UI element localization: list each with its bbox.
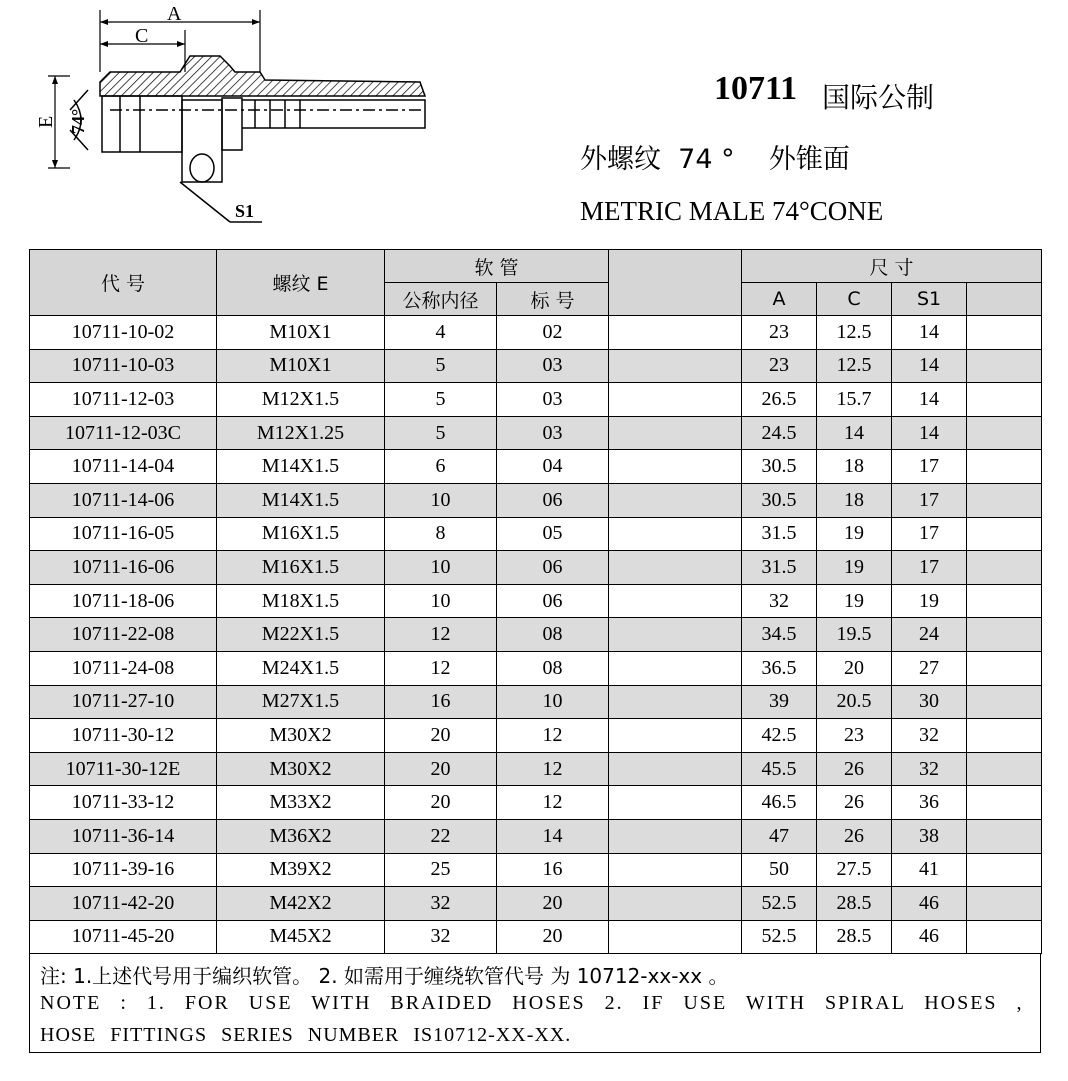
cell-extra	[967, 719, 1042, 753]
cell-code: 10711-18-06	[30, 584, 217, 618]
cell-thread: M22X1.5	[217, 618, 385, 652]
header-size: 尺 寸	[742, 250, 1042, 283]
cell-hose-nominal: 12	[385, 618, 497, 652]
cell-s1: 14	[892, 416, 967, 450]
table-row	[30, 517, 1042, 551]
cell-hose-mark: 12	[497, 719, 609, 753]
cell-hose-nominal: 20	[385, 719, 497, 753]
cell-hose-mark: 02	[497, 316, 609, 350]
cell-blank	[609, 920, 742, 954]
cell-a: 52.5	[742, 887, 817, 921]
cell-c: 28.5	[817, 920, 892, 954]
cell-code: 10711-12-03	[30, 383, 217, 417]
cell-extra	[967, 383, 1042, 417]
header-hose: 软 管	[385, 250, 609, 283]
cell-c: 26	[817, 819, 892, 853]
cell-c: 20.5	[817, 685, 892, 719]
cell-s1: 14	[892, 316, 967, 350]
cell-blank	[609, 853, 742, 887]
cell-thread: M33X2	[217, 786, 385, 820]
note-en-1: NOTE : 1. FOR USE WITH BRAIDED HOSES 2. IF USE WITH SPIRAL HOSES ,	[40, 992, 1024, 1014]
cell-thread: M39X2	[217, 853, 385, 887]
cell-extra	[967, 316, 1042, 350]
cell-thread: M14X1.5	[217, 450, 385, 484]
cell-extra	[967, 483, 1042, 517]
dim-e-label: E	[35, 115, 57, 128]
cell-hose-nominal: 5	[385, 416, 497, 450]
cell-a: 52.5	[742, 920, 817, 954]
cell-a: 30.5	[742, 450, 817, 484]
cell-hose-mark: 06	[497, 483, 609, 517]
header-code: 代 号	[30, 250, 217, 316]
cell-extra	[967, 450, 1042, 484]
cell-blank	[609, 584, 742, 618]
table-row	[30, 383, 1042, 417]
header-hose-mark: 标 号	[497, 283, 609, 316]
cell-hose-nominal: 4	[385, 316, 497, 350]
cell-c: 14	[817, 416, 892, 450]
cell-a: 24.5	[742, 416, 817, 450]
cell-hose-nominal: 20	[385, 786, 497, 820]
header-blank	[609, 250, 742, 316]
dim-angle-label: 74°	[68, 108, 88, 134]
cell-blank	[609, 517, 742, 551]
cell-code: 10711-39-16	[30, 853, 217, 887]
cell-a: 31.5	[742, 551, 817, 585]
cell-code: 10711-22-08	[30, 618, 217, 652]
cell-a: 34.5	[742, 618, 817, 652]
cell-code: 10711-14-04	[30, 450, 217, 484]
cell-a: 30.5	[742, 483, 817, 517]
cell-hose-mark: 06	[497, 551, 609, 585]
cell-thread: M14X1.5	[217, 483, 385, 517]
cell-extra	[967, 618, 1042, 652]
cell-blank	[609, 349, 742, 383]
cell-a: 45.5	[742, 752, 817, 786]
spec-table	[29, 249, 1042, 954]
cell-s1: 19	[892, 584, 967, 618]
cell-hose-mark: 20	[497, 887, 609, 921]
cell-hose-mark: 08	[497, 618, 609, 652]
cell-code: 10711-10-02	[30, 316, 217, 350]
cell-code: 10711-16-05	[30, 517, 217, 551]
table-row	[30, 416, 1042, 450]
cell-a: 50	[742, 853, 817, 887]
table-row	[30, 819, 1042, 853]
cell-thread: M30X2	[217, 719, 385, 753]
table-row	[30, 887, 1042, 921]
header-thread: 螺纹 E	[217, 250, 385, 316]
cell-s1: 32	[892, 752, 967, 786]
table-row	[30, 584, 1042, 618]
cell-c: 19	[817, 584, 892, 618]
cell-c: 12.5	[817, 349, 892, 383]
cell-thread: M45X2	[217, 920, 385, 954]
notes-box	[29, 954, 1041, 1053]
cell-extra	[967, 853, 1042, 887]
note-cn: 注: 1.上述代号用于编织软管。 2. 如需用于缠绕软管代号 为 10712-xx-xx 。	[40, 964, 729, 988]
cell-thread: M16X1.5	[217, 517, 385, 551]
cell-hose-nominal: 8	[385, 517, 497, 551]
table-row	[30, 316, 1042, 350]
cell-code: 10711-12-03C	[30, 416, 217, 450]
cell-hose-mark: 05	[497, 517, 609, 551]
cell-blank	[609, 450, 742, 484]
cell-hose-nominal: 10	[385, 584, 497, 618]
table-row	[30, 719, 1042, 753]
cell-blank	[609, 483, 742, 517]
cell-blank	[609, 316, 742, 350]
cell-thread: M36X2	[217, 819, 385, 853]
table-row	[30, 786, 1042, 820]
cell-hose-nominal: 25	[385, 853, 497, 887]
cell-a: 47	[742, 819, 817, 853]
cell-s1: 17	[892, 517, 967, 551]
cell-extra	[967, 920, 1042, 954]
cell-blank	[609, 383, 742, 417]
cell-c: 19	[817, 517, 892, 551]
cell-hose-nominal: 32	[385, 920, 497, 954]
cell-c: 26	[817, 752, 892, 786]
cell-s1: 17	[892, 450, 967, 484]
cell-code: 10711-36-14	[30, 819, 217, 853]
cell-c: 15.7	[817, 383, 892, 417]
table-row	[30, 551, 1042, 585]
cell-a: 42.5	[742, 719, 817, 753]
cell-c: 18	[817, 450, 892, 484]
cell-hose-nominal: 5	[385, 349, 497, 383]
cell-hose-nominal: 6	[385, 450, 497, 484]
cell-extra	[967, 416, 1042, 450]
cell-thread: M12X1.25	[217, 416, 385, 450]
fitting-drawing	[30, 0, 450, 232]
cell-hose-mark: 16	[497, 853, 609, 887]
dim-s1-label: S1	[235, 201, 255, 221]
cell-s1: 32	[892, 719, 967, 753]
header-col-c: C	[817, 283, 892, 316]
cell-hose-mark: 03	[497, 349, 609, 383]
cell-hose-mark: 12	[497, 752, 609, 786]
cell-s1: 27	[892, 651, 967, 685]
cell-hose-nominal: 32	[385, 887, 497, 921]
dim-a-label: A	[167, 3, 182, 25]
cell-s1: 24	[892, 618, 967, 652]
cell-hose-mark: 08	[497, 651, 609, 685]
cell-blank	[609, 651, 742, 685]
product-subtitle-cn: 外螺纹 74 ° 外锥面	[580, 144, 850, 175]
cell-hose-nominal: 16	[385, 685, 497, 719]
cell-thread: M10X1	[217, 349, 385, 383]
product-subtitle-en: METRIC MALE 74°CONE	[580, 196, 884, 226]
cell-extra	[967, 651, 1042, 685]
cell-s1: 46	[892, 920, 967, 954]
cell-blank	[609, 416, 742, 450]
cell-thread: M10X1	[217, 316, 385, 350]
cell-hose-mark: 04	[497, 450, 609, 484]
cell-hose-nominal: 22	[385, 819, 497, 853]
cell-c: 28.5	[817, 887, 892, 921]
header-col-extra	[967, 283, 1042, 316]
cell-extra	[967, 551, 1042, 585]
cell-s1: 46	[892, 887, 967, 921]
cell-blank	[609, 551, 742, 585]
cell-thread: M24X1.5	[217, 651, 385, 685]
cell-s1: 14	[892, 349, 967, 383]
cell-thread: M18X1.5	[217, 584, 385, 618]
cell-hose-nominal: 12	[385, 651, 497, 685]
cell-extra	[967, 584, 1042, 618]
cell-thread: M16X1.5	[217, 551, 385, 585]
cell-a: 23	[742, 316, 817, 350]
cell-a: 36.5	[742, 651, 817, 685]
cell-a: 46.5	[742, 786, 817, 820]
product-title-cn: 国际公制	[822, 81, 935, 114]
cell-hose-nominal: 10	[385, 551, 497, 585]
cell-extra	[967, 786, 1042, 820]
cell-c: 20	[817, 651, 892, 685]
cell-a: 32	[742, 584, 817, 618]
cell-hose-nominal: 5	[385, 383, 497, 417]
cell-c: 26	[817, 786, 892, 820]
cell-hose-mark: 12	[497, 786, 609, 820]
table-row	[30, 651, 1042, 685]
cell-extra	[967, 819, 1042, 853]
cell-extra	[967, 752, 1042, 786]
cell-hose-mark: 14	[497, 819, 609, 853]
cell-a: 39	[742, 685, 817, 719]
cell-c: 12.5	[817, 316, 892, 350]
table-row	[30, 349, 1042, 383]
cell-blank	[609, 819, 742, 853]
cell-hose-mark: 06	[497, 584, 609, 618]
cell-extra	[967, 887, 1042, 921]
cell-c: 19.5	[817, 618, 892, 652]
table-row	[30, 450, 1042, 484]
cell-code: 10711-27-10	[30, 685, 217, 719]
cell-hose-mark: 10	[497, 685, 609, 719]
cell-blank	[609, 887, 742, 921]
cell-thread: M27X1.5	[217, 685, 385, 719]
cell-a: 31.5	[742, 517, 817, 551]
cell-code: 10711-24-08	[30, 651, 217, 685]
cell-blank	[609, 685, 742, 719]
table-row	[30, 920, 1042, 954]
cell-s1: 30	[892, 685, 967, 719]
note-en-2: HOSE FITTINGS SERIES NUMBER IS10712-XX-XX.	[40, 1024, 572, 1046]
cell-c: 18	[817, 483, 892, 517]
cell-c: 27.5	[817, 853, 892, 887]
cell-c: 19	[817, 551, 892, 585]
cell-hose-nominal: 20	[385, 752, 497, 786]
cell-a: 23	[742, 349, 817, 383]
cell-s1: 14	[892, 383, 967, 417]
table-row	[30, 853, 1042, 887]
cell-hose-mark: 03	[497, 416, 609, 450]
cell-s1: 38	[892, 819, 967, 853]
header-col-s1: S1	[892, 283, 967, 316]
cell-hose-mark: 03	[497, 383, 609, 417]
cell-code: 10711-42-20	[30, 887, 217, 921]
table-row	[30, 618, 1042, 652]
cell-hose-nominal: 10	[385, 483, 497, 517]
cell-s1: 36	[892, 786, 967, 820]
cell-thread: M42X2	[217, 887, 385, 921]
dim-c-label: C	[135, 25, 149, 47]
cell-code: 10711-45-20	[30, 920, 217, 954]
cell-extra	[967, 517, 1042, 551]
cell-thread: M30X2	[217, 752, 385, 786]
table-row	[30, 685, 1042, 719]
cell-extra	[967, 349, 1042, 383]
header-col-a: A	[742, 283, 817, 316]
cell-code: 10711-33-12	[30, 786, 217, 820]
cell-extra	[967, 685, 1042, 719]
cell-code: 10711-16-06	[30, 551, 217, 585]
cell-thread: M12X1.5	[217, 383, 385, 417]
cell-code: 10711-30-12E	[30, 752, 217, 786]
cell-blank	[609, 752, 742, 786]
cell-s1: 17	[892, 483, 967, 517]
cell-s1: 17	[892, 551, 967, 585]
cell-code: 10711-14-06	[30, 483, 217, 517]
cell-a: 26.5	[742, 383, 817, 417]
cell-blank	[609, 786, 742, 820]
cell-code: 10711-10-03	[30, 349, 217, 383]
product-number: 10711	[714, 70, 798, 107]
cell-c: 23	[817, 719, 892, 753]
cell-hose-mark: 20	[497, 920, 609, 954]
header-hose-nominal: 公称内径	[385, 283, 497, 316]
table-row	[30, 483, 1042, 517]
table-row	[30, 752, 1042, 786]
cell-blank	[609, 618, 742, 652]
cell-s1: 41	[892, 853, 967, 887]
cell-blank	[609, 719, 742, 753]
cell-code: 10711-30-12	[30, 719, 217, 753]
